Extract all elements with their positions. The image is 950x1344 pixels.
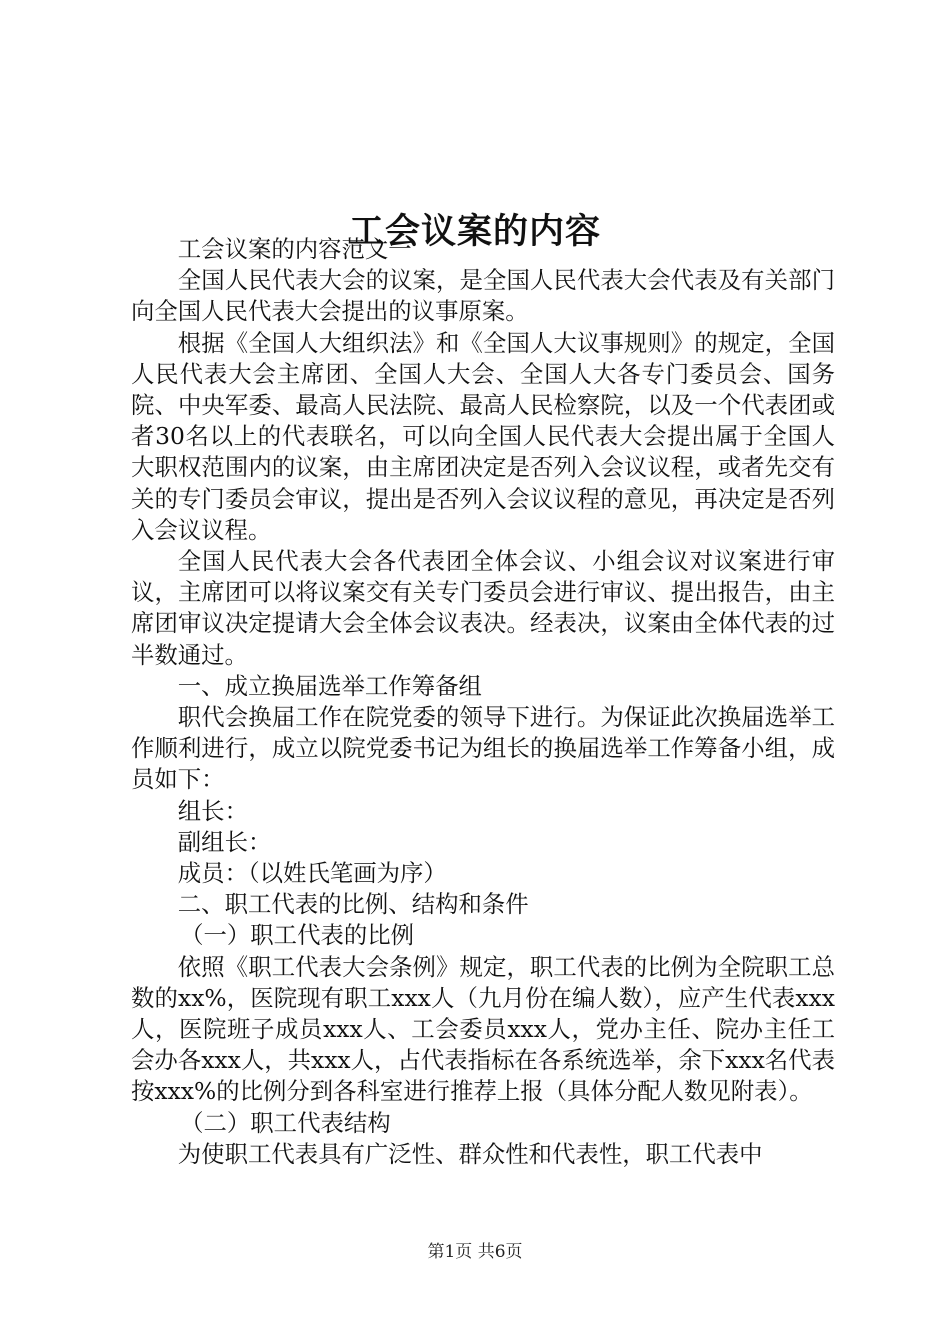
paragraph-ratio-details: 依照《职工代表大会条例》规定，职工代表的比例为全院职工总数的xx%，医院现有职工xxx人（九月份在编人数），应产生代表xxx人，医院班子成员xxx人、工会委员xxx人，党办主任、院办主任工会办各xxx人，共xxx人，占代表指标在各系统选举，余下xxx名代表按xxx%的比例分到各科室进行推荐上报（具体分配人数见附表）。 [131, 952, 835, 1106]
member-line-deputy-leader: 副组长： [177, 827, 272, 856]
document-body [131, 234, 835, 1170]
document-title: 工会议案的内容 [348, 211, 601, 253]
page-number-label: 第1页 共6页 [427, 1242, 523, 1262]
paragraph-legal-basis: 根据《全国人大组织法》和《全国人大议事规则》的规定，全国人民代表大会主席团、全国人大会、全国人大各专门委员会、国务院、中央军委、最高人民法院、最高人民检察院，以及一个代表团或者30名以上的代表联名，可以向全国人民代表大会提出属于全国人大职权范围内的议案，由主席团决定是否列入会议议程，或者先交有关的专门委员会审议，提出是否列入会议议程的意见，再决定是否列入会议议程。 [131, 328, 835, 544]
subsection-heading-ratio: （一）职工代表的比例 [180, 921, 415, 950]
subsection-heading-structure: （二）职工代表结构 [180, 1108, 391, 1137]
member-line-leader: 组长： [177, 796, 248, 825]
paragraph-definition: 全国人民代表大会的议案，是全国人民代表大会代表及有关部门向全国人民代表大会提出的议事原案。 [131, 266, 835, 326]
paragraph-preparation-group: 职代会换届工作在院党委的领导下进行。为保证此次换届选举工作顺利进行，成立以院党委书记为组长的换届选举工作筹备小组，成员如下： [131, 703, 835, 794]
paragraph-structure: 为使职工代表具有广泛性、群众性和代表性，职工代表中 [177, 1139, 763, 1168]
page-footer [0, 1241, 950, 1263]
member-line-members: 成员：（以姓氏笔画为序） [177, 859, 447, 888]
section-heading-representative-ratio: 二、职工代表的比例、结构和条件 [177, 890, 529, 919]
paragraph-review-process: 全国人民代表大会各代表团全体会议、小组会议对议案进行审议，主席团可以将议案交有关专门委员会进行审议、提出报告，由主席团审议决定提请大会全体会议表决。经表决，议案由全体代表的过半数通过。 [131, 547, 835, 669]
section-heading-preparation-group: 一、成立换届选举工作筹备组 [177, 671, 482, 700]
paragraph-intro: 工会议案的内容范文一 [177, 235, 412, 263]
